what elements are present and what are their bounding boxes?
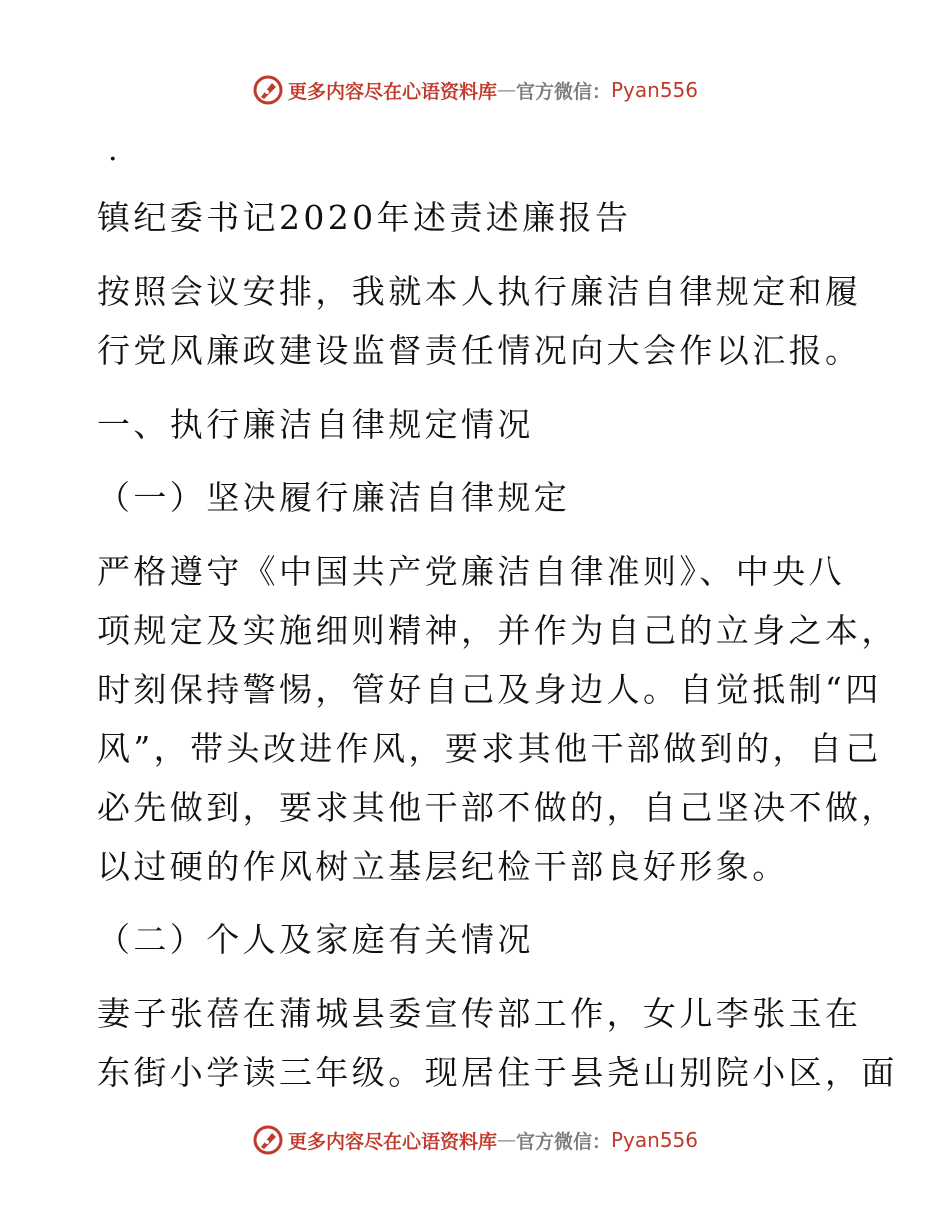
pen-nib-logo-icon	[252, 74, 284, 106]
header-banner	[0, 70, 950, 110]
banner-dash: —	[496, 1129, 516, 1151]
paragraph-line: 时刻保持警惕，管好自己及身边人。自觉抵制“四	[97, 670, 882, 709]
section-heading: 一、执行廉洁自律规定情况	[97, 405, 534, 444]
paragraph-line: 以过硬的作风树立基层纪检干部良好形象。	[97, 847, 789, 886]
banner-wechat-label: 官方微信：	[515, 1130, 611, 1153]
subsection-heading: （一）坚决履行廉洁自律规定	[97, 478, 571, 517]
document-title: 镇纪委书记2020年述责述廉报告	[97, 198, 632, 237]
footer-banner	[0, 1120, 950, 1160]
paragraph-line: 妻子张蓓在蒲城县委宣传部工作，女儿李张玉在	[97, 994, 862, 1033]
paragraph-line: 项规定及实施细则精神，并作为自己的立身之本，	[97, 611, 898, 650]
banner-dash: —	[496, 79, 516, 101]
paragraph-line: 风”，带头改进作风，要求其他干部做到的，自己	[97, 729, 882, 768]
subsection-heading: （二）个人及家庭有关情况	[97, 920, 534, 959]
banner-text: 更多内容尽在心语资料库	[287, 1130, 497, 1153]
paragraph-line: 必先做到，要求其他干部不做的，自己坚决不做，	[97, 788, 898, 827]
banner-wechat-id: Pyan556	[611, 1128, 699, 1152]
paragraph-line: 严格遵守《中国共产党廉洁自律准则》、中央八	[97, 552, 845, 591]
leading-dot: .	[108, 133, 118, 168]
paragraph-line: 行党风廉政建设监督责任情况向大会作以汇报。	[97, 331, 862, 370]
banner-wechat-id: Pyan556	[611, 78, 699, 102]
paragraph-line: 按照会议安排，我就本人执行廉洁自律规定和履	[97, 272, 862, 311]
banner-wechat-label: 官方微信：	[515, 80, 611, 103]
banner-text: 更多内容尽在心语资料库	[287, 80, 497, 103]
pen-nib-logo-icon	[252, 1124, 284, 1156]
paragraph-line: 东街小学读三年级。现居住于县尧山别院小区，面	[97, 1053, 898, 1092]
